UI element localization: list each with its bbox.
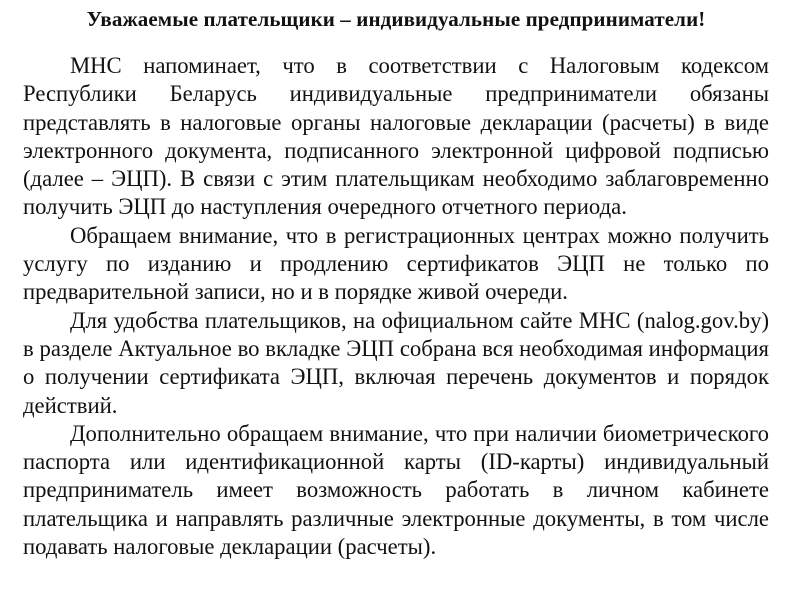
- paragraph-official-site: Для удобства плательщиков, на официальном сайте МНС (nalog.gov.by) в разделе Актуальное во вкладке ЭЦП собрана вся необходимая информация о получении сертификата ЭЦП, включая перечень документов и порядок действий.: [23, 307, 769, 418]
- paragraph-registration-centers: Обращаем внимание, что в регистрационных центрах можно получить услугу по изданию и продлению сертификатов ЭЦП не только по предварительной записи, но и в порядке живой очереди.: [23, 222, 769, 305]
- document-title: Уважаемые плательщики – индивидуальные предприниматели!: [86, 7, 706, 31]
- paragraph-ecp-requirement: МНС напоминает, что в соответствии с Налоговым кодексом Республики Беларусь индивидуальные предприниматели обязаны представлять в налоговые органы налоговые декларации (расчеты) в виде электронного документа, подписанного электронной цифровой подписью (далее – ЭЦП). В связи с этим плательщикам необходимо заблаговременно получить ЭЦП до наступления очередного отчетного периода.: [23, 53, 769, 220]
- paragraph-personal-account: Дополнительно обращаем внимание, что при наличии биометрического паспорта или идентификационной карты (ID-карты) индивидуальный предприниматель имеет возможность работать в личном кабинете плательщика и направлять различные электронные документы, в том числе подавать налоговые декларации (расчеты).: [23, 420, 769, 560]
- document-body: [23, 52, 769, 561]
